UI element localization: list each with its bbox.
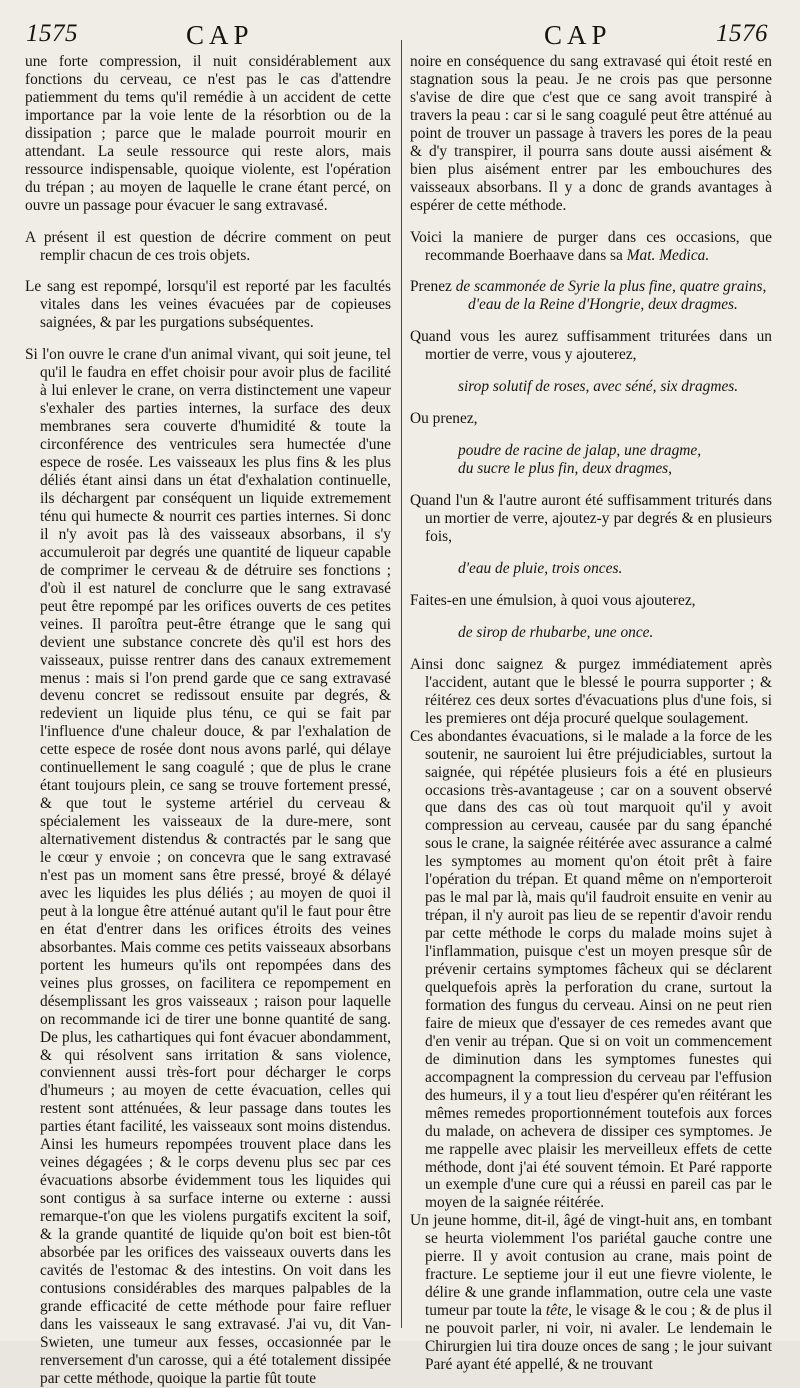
paragraph: Faites-en une émulsion, à quoi vous ajouterez, <box>410 591 696 609</box>
right-column <box>410 53 772 1374</box>
paragraph: Le sang est repompé, lorsqu'il est reporté par les facultés vitales dans les veines évacuées par de copieuses saignées, & par les purgations subséquentes. <box>25 278 391 332</box>
right-running-title: CAP <box>544 20 612 50</box>
emphasis: tête <box>545 1302 569 1320</box>
paragraph: Ainsi donc saignez & purgez immédiatement après l'accident, autant que le blessé le pourra supporter ; & réitérez ces deux sortes d'évacuations plus d'une fois, si les premieres ont déja procuré quelque soulagement. <box>410 655 772 727</box>
work-title: Mat. Medica. <box>626 246 710 264</box>
running-header <box>0 20 800 56</box>
prescription-line: d'eau de pluie, trois onces. <box>458 559 623 577</box>
paragraph: Ces abondantes évacuations, si le malade a la force de les soutenir, ne sauroient lui être préjudiciables, surtout la saignée, qui répétée plusieurs fois a été en plusieurs occasions très-avantageuse ; car on a souvent observé que dans des cas où tout marquoit qu'il y avoit compression au cerveau, causée par du sang épanché sous le crane, la saignée réitérée avec assurance a calmé les symptomes au moment qu'on étoit prêt à faire l'opération du trépan. Et quand même on n'emporteroit pas le mal par là, mais qu'il faudroit ensuite en venir au trépan, il n'y auroit pas lieu de se repentir d'avoir rendu par cette méthode le corps du malade moins sujet à l'inflammation, puisque c'est un moyen presque sûr de prévenir certains symptomes fâcheux qui se déclarent quelquefois après la perforation du crane, surtout la formation des fungus du cerveau. Ainsi on ne peut rien faire de mieux que d'essayer de ces remedes avant que d'en venir au trépan. Que si on voit un commencement de diminution dans les symptomes funestes qui accompagnent la compression du cerveau par l'effusion des humeurs, il y a tout lieu d'espérer qu'en réitérant les mêmes remedes proportionnément toutefois aux forces du malade, on achevera de dissiper ces symptomes. Je me rappelle avec plaisir les merveilleux effets de cette méthode, dont j'ai été souvent témoin. Et Paré rapporte un exemple d'une cure qui a réussi en pareil cas par le moyen de la saignée réitérée. <box>410 727 772 1212</box>
prescription-lead: Prenez <box>410 278 456 296</box>
prescription-line: d'eau de la Reine d'Hongrie, deux dragmes. <box>468 296 738 314</box>
paragraph: Ou prenez, <box>410 410 478 428</box>
paragraph: Quand l'un & l'autre auront été suffisamment triturés dans un mortier de verre, ajoutez-y par degrés & en plusieurs fois, <box>410 492 772 546</box>
paragraph: Si l'on ouvre le crane d'un animal vivant, qui soit jeune, tel qu'il le faudra en effet choisir pour avoir plus de facilité à lui enlever le crane, on verra distinctement une vapeur s'exhaler des parties internes, la surface des deux membranes sera couverte d'humidité & toute la circonférence des ventricules sera humectée d'une espece de rosée. Les vaisseaux les plus fins & les plus déliés étant ainsi dans un état d'exhalation continuelle, ils déchargent par conséquent un liquide extremement ténu qui humecte & nourrit ces parties internes. Si donc il n'y avoit pas là des vaisseaux absorbans, il s'y accumuleroit par degrés une quantité de liqueur capable de comprimer le cerveau & de détruire ses fonctions ; d'où il est naturel de conclurre que le sang extravasé peut être repompé par les orifices ouverts de ces petites veines. Il paroîtra peut-être étrange que le sang qui devient une substance concrete dès qu'il est hors des vaisseaux, puisse rentrer dans des canaux extremement menus : mais si l'on prend garde que ce sang extravasé devenu concret se redissout ensuite par degrés, & redevient un liquide plus ténu, ce qui se fait par l'influence d'une chaleur douce, & par l'exhalation de cette espece de rosée dont nous avons parlé, qui délaye continuellement le sang coagulé ; que de plus le crane étant toujours plein, ce sang se trouve fortement pressé, & que tout le systeme artériel du cerveau & spécialement les vaisseaux de la dure-mere, sont alternativement distendus & contractés par le sang que le cœur y envoie ; on concevra que le sang extravasé n'est pas un moment sans être pressé, broyé & délayé avec les liquides les plus déliés ; au moyen de quoi il peut à la longue être atténué autant qu'il le faut pour être en état d'entrer dans les orifices étroits des veines absorbantes. Mais comme ces petits vaisseaux absorbans portent les humeurs qu'ils ont repompées dans des veines plus grosses, on facilitera ce repompement en désemplissant les gros vaisseaux ; raison pour laquelle on recommande ici de tirer une bonne quantité de sang. De plus, les cathartiques qui font évacuer abondamment, & qui résolvent sans irritation & sans violence, conviennent aussi très-fort pour décharger le corps d'humeurs ; au moyen de cette évacuation, celles qui restent sont atténuées, & leur passage dans toutes les parties étant facilité, les vaisseaux sont moins distendus. Ainsi les humeurs repompées trouvent place dans les veines dégagées ; & le corps devenu plus sec par ces évacuations absorbe évidemment tous les liquides qui sont contigus à sa surface interne ou externe : aussi remarque-t'on que les violens purgatifs excitent la soif, & la grande quantité de liquide qu'on boit est bien-tôt absorbée par les orifices des vaisseaux ouverts dans les cavités de l'estomac & des intestins. On voit dans les contusions considérables des marques palpables de la grande efficacité de cette méthode pour faire refluer dans les vaisseaux le sang extravasé. J'ai vu, dit Van-Swieten, une tumeur aux fesses, occasionnée par le renversement d'un carosse, qui a été totalement dissipée par cette méthode, quoique la partie fût toute <box>25 346 391 1387</box>
right-page-number: 1576 <box>716 20 768 47</box>
prescription-line: du sucre le plus fin, deux dragmes, <box>458 460 673 478</box>
prescription <box>410 442 772 478</box>
left-running-title: CAP <box>186 20 254 50</box>
paragraph-text: Un jeune homme, dit-il, âgé de vingt-huit ans, en tombant se heurta violemment l'os pariétal gauche contre une pierre. Il y avoit contusion au crane, mais point de fracture. Le septieme jour il eut une fievre violente, le délire & une grande inflammation, outre cela une vaste tumeur par toute la <box>410 1212 772 1320</box>
prescription-line: de scammonée de Syrie la plus fine, quatre grains, <box>455 278 767 296</box>
prescription <box>410 278 772 314</box>
paragraph <box>410 229 772 265</box>
left-column <box>25 53 391 1388</box>
paragraph <box>410 1212 772 1374</box>
paragraph: Quand vous les aurez suffisamment triturées dans un mortier de verre, vous y ajouterez, <box>410 328 772 364</box>
paragraph-text: Voici la maniere de purger dans ces occasions, que recommande Boerhaave dans sa <box>410 228 772 264</box>
prescription-line: de sirop de rhubarbe, une once. <box>458 623 654 641</box>
prescription-line: sirop solutif de roses, avec séné, six dragmes. <box>458 378 739 396</box>
prescription-line: poudre de racine de jalap, une dragme, <box>458 442 702 460</box>
paragraph-text: , le visage & le cou ; & de plus il ne pouvoit parler, ni voir, ni avaler. Le lendemain le Chirurgien lui tira douze onces de sang ; le jour suivant Paré ayant été appellé, & ne trouvant <box>425 1302 772 1373</box>
paragraph: noire en conséquence du sang extravasé qui étoit resté en stagnation sous la peau. Je ne crois pas que personne s'avise de dire que c'est que ce sang avoit transpiré à travers la peau : car si le sang coagulé peut être atténué au point de trouver un passage à travers les pores de la peau & d'y transpirer, il pourra sans doute aussi aisément & bien plus aisément entrer par les embouchures des vaisseaux absorbans. Il y a donc de grands avantages à espérer de cette méthode. <box>410 53 772 214</box>
left-page-number: 1575 <box>26 20 78 47</box>
paragraph: A présent il est question de décrire comment on peut remplir chacun de ces trois objets. <box>25 228 391 264</box>
paragraph: une forte compression, il nuit considérablement aux fonctions du cerveau, ce n'est pas le cas d'attendre patiemment du tems qu'il remédie à un accident de cette importance par la voie lente de la résorbtion ou de la dissipation ; parce que le malade pourroit mourir en attendant. La seule ressource qui reste alors, mais ressource indispensable, quoique violente, est l'opération du trépan ; au moyen de laquelle le crane étant percé, on ouvre un passage pour évacuer le sang extravasé. <box>25 53 391 214</box>
column-divider <box>401 40 402 1328</box>
